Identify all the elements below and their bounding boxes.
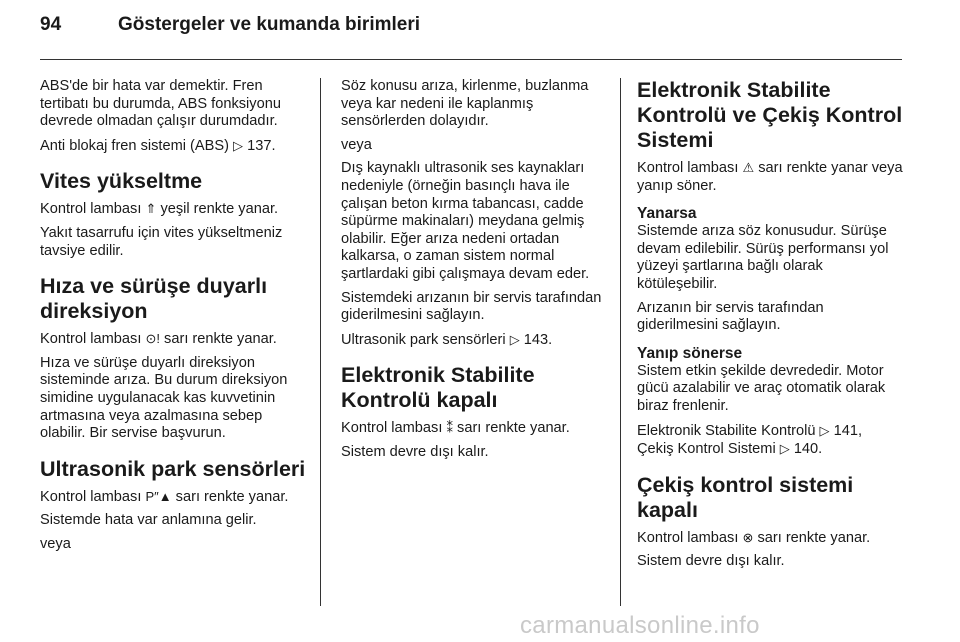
ultra-text-b: sarı renkte yanar.: [175, 488, 289, 505]
esp-off-paragraph-1: [341, 419, 609, 438]
yanip-paragraph-1: Sistem etkin şekilde devrededir. Motor gücü azalabilir ve araç otomatik olarak biraz frenlenir.: [637, 362, 886, 414]
ultra-paragraph-1: [40, 488, 310, 507]
column-1: [40, 78, 310, 560]
heading-yanarsa: Yanarsa: [637, 205, 697, 223]
heading-vites-yukseltme: Vites yükseltme: [40, 169, 203, 194]
ultra-paragraph-3: veya: [40, 535, 71, 552]
yanip-ref-page-1[interactable]: 141,: [833, 422, 862, 439]
ultra-paragraph-2: Sistemde hata var anlamına gelir.: [40, 512, 257, 529]
esp-text-a: Kontrol lambası: [637, 160, 739, 176]
col2-paragraph-2: veya: [341, 136, 372, 153]
ultra-reference-text: Ultrasonik park sensörleri: [341, 331, 506, 348]
yanarsa-paragraph-1: Sistemde arıza söz konusudur. Sürüşe devam edilebilir. Sürüş performansı yol yüzeyi şartlarına bağlı olarak kötüleşebilir.: [637, 223, 889, 292]
yanip-paragraph-2: [637, 422, 907, 459]
hiza-paragraph-2: Hıza ve sürüşe duyarlı direksiyon sisteminde arıza. Bu durum direksiyon simidine uygulanacak kas kuvvetinin artmasına veya azalmasına sebep olabilir. Bir servise başvurun.: [40, 354, 288, 442]
cekis-paragraph-1: [637, 529, 907, 548]
vites-paragraph-1: [40, 200, 310, 219]
col2-paragraph-4: Sistemdeki arızanın bir servis tarafından giderilmesini sağlayın.: [341, 289, 602, 324]
reference-arrow-icon: ▷: [819, 422, 830, 438]
reference-arrow-icon: ▷: [233, 137, 244, 153]
esp-icon: ⚠: [742, 160, 755, 175]
column-divider-1: [320, 78, 321, 606]
page-title: Göstergeler ve kumanda birimleri: [118, 14, 421, 35]
hiza-paragraph-1: [40, 330, 310, 349]
abs-reference: [40, 137, 310, 156]
heading-hiza-duyarli-direksiyon: Hıza ve sürüşe duyarlı direksiyon: [40, 274, 268, 324]
shift-up-icon: ⇑: [145, 201, 157, 217]
esp-off-paragraph-2: Sistem devre dışı kalır.: [341, 443, 489, 460]
ultra-reference-page[interactable]: 143.: [523, 331, 553, 348]
park-sensor-icon: P″▲: [145, 488, 172, 504]
heading-esp-kapali: Elektronik Stabilite Kontrolü kapalı: [341, 363, 535, 413]
column-divider-2: [620, 78, 621, 606]
esp-off-text-a: Kontrol lambası: [341, 420, 443, 437]
abs-reference-text: Anti blokaj fren sistemi (ABS): [40, 137, 229, 154]
steering-warning-icon: ⊙!: [145, 331, 160, 347]
reference-arrow-icon: ▷: [779, 441, 790, 457]
traction-off-icon: ⊗: [742, 529, 754, 545]
column-2: [341, 78, 609, 468]
ultra-text-a: Kontrol lambası: [40, 488, 142, 505]
col2-paragraph-3: Dış kaynaklı ultrasonik ses kaynakları nedeniyle (örneğin basınçlı hava ile çalışan beton kırma tabancası, cadde süpürme makinaları) meydana gelmiş olabilir. Eğer arıza nedeni ortadan kalkarsa, o zaman sistem normal şartlardaki gibi çalışmaya devam eder.: [341, 160, 590, 282]
page-number: 94: [40, 14, 62, 35]
yanip-ref-text-1: Elektronik Stabilite Kontrolü: [637, 422, 816, 439]
heading-esp-cekis: Elektronik Stabilite Kontrolü ve Çekiş Kontrol Sistemi: [637, 78, 903, 152]
ultra-reference: [341, 331, 609, 350]
yanip-ref-page-2[interactable]: 140.: [793, 441, 823, 458]
cekis-paragraph-2: Sistem devre dışı kalır.: [637, 553, 785, 570]
page-header: [40, 14, 420, 44]
header-divider: [40, 59, 902, 60]
hiza-text-a: Kontrol lambası: [40, 331, 142, 348]
heading-yanip-sonerse: Yanıp sönerse: [637, 344, 743, 362]
yanip-ref-text-2: Çekiş Kontrol Sistemi: [637, 441, 776, 458]
abs-reference-page[interactable]: 137.: [247, 137, 276, 154]
yanarsa-paragraph-2: Arızanın bir servis tarafından giderilmesini sağlayın.: [637, 299, 824, 334]
cekis-text-b: sarı renkte yanar.: [757, 529, 871, 546]
watermark: carmanualsonline.info: [520, 612, 760, 639]
hiza-text-b: sarı renkte yanar.: [164, 331, 277, 348]
vites-text-a: Kontrol lambası: [40, 201, 142, 218]
heading-ultrasonik-park: Ultrasonik park sensörleri: [40, 456, 306, 481]
heading-cekis-kapali: Çekiş kontrol sistemi kapalı: [637, 472, 854, 522]
esp-paragraph-1: [637, 159, 907, 195]
vites-text-b: yeşil renkte yanar.: [160, 201, 279, 218]
col2-paragraph-1: Söz konusu arıza, kirlenme, buzlanma veya kar nedeni ile kaplanmış sensörlerden dolayıdır.: [341, 78, 589, 130]
abs-paragraph: ABS'de bir hata var demektir. Fren tertibatı bu durumda, ABS fonksiyonu devrede olmadan çalışır durumdadır.: [40, 78, 281, 130]
esp-text-b: sarı renkte yanar veya yanıp söner.: [637, 160, 903, 194]
reference-arrow-icon: ▷: [509, 331, 520, 347]
vites-paragraph-2: Yakıt tasarrufu için vites yükseltmeniz tavsiye edilir.: [40, 224, 283, 259]
esp-off-text-b: sarı renkte yanar.: [457, 420, 570, 437]
esp-off-icon: ⁑: [446, 420, 453, 436]
cekis-text-a: Kontrol lambası: [637, 529, 739, 546]
column-3: [637, 78, 907, 577]
